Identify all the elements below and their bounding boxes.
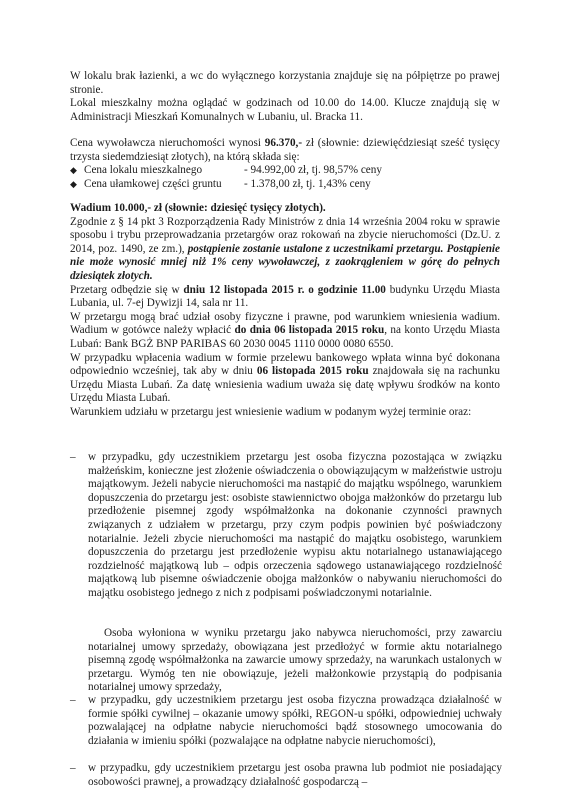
list-dash: – <box>70 694 76 706</box>
condition-married-person: w przypadku, gdy uczestnikiem przetargu jest osoba fizyczna pozostająca w związku małżeńskim, konieczne jest złożenie oświadczenia o obowiązującym w małżeństwie ustroju majątkowym. Jeżeli nabycie nieruchomości ma nastąpić do majątku wspólnego, warunkiem dopuszczenia do przetargu jest: osobiste stawiennictwo obojga małżonków do przetargu lub przedłożenie pisemnej zgody współmałżonka na dokonanie czynności prawnych związanych z udziałem w przetargu, przy czym podpis powinien być poświadczony notarialnie. Jeżeli zbycie nieruchomości ma nastąpić do majątku osobistego, warunkiem dopuszczenia do przetargu jest przedłożenie wypisu aktu notarialnego ustanawiającego rozdzielność majątkową lub – odpis orzeczenia sądowego ustanawiającego rozdzielność majątkową lub pisemne oświadczenie obojga małżonków o nabywaniu nieruchomości do majątku osobistego jednego z nich z podpisami poświadczonymi notarialnie. <box>88 451 502 599</box>
list-dash: – <box>70 451 76 463</box>
price-amount: 96.370,- <box>264 137 303 149</box>
wadium-section <box>70 202 500 420</box>
wadium-paragraph-conditions-intro: Warunkiem udziału w przetargu jest wniesienie wadium w podanym wyżej terminie oraz: <box>70 405 472 418</box>
condition-married-person-note: Osoba wyłoniona w wyniku przetargu jako nabywca nieruchomości, przy zawarciu notarialnej umowy sprzedaży, obowiązana jest przedłożyć w formie aktu notarialnego pisemną zgodę współmałżonka na zawarcie umowy sprzedaży, na warunkach ustalonych w przetargu. Wymóg ten nie obowiązuje, jeżeli małżonkowie przystąpią do podpisania notarialnej umowy sprzedaży, <box>88 627 502 694</box>
price-post: zł (słownie: dziewięćdziesiąt sześć tysięcy trzysta siedemdziesiąt złotych), na którą składa się: <box>70 137 500 163</box>
wadium-paragraph-date: Przetarg odbędzie się w dniu 12 listopada 2015 r. o godzinie 11.00 budynku Urzędu Miasta Lubania, ul. 7-ej Dywizji 14, sala nr 11. <box>70 283 500 310</box>
price-section <box>70 137 500 191</box>
price-item-value: - 1.378,00 zł, tj. 1,43% ceny <box>244 177 371 190</box>
wadium-paragraph-regulation: Zgodnie z § 14 pkt 3 Rozporządzenia Rady Ministrów z dnia 14 września 2004 roku w sprawie sposobu i trybu przeprowadzania przetargów oraz rokowań na zbycie nieruchomości (Dz.U. z 2014, poz. 1490, ze zm.), postąpienie zostanie ustalone z uczestnikami przetargu. Postąpienie nie może wynosić mniej niż 1% ceny wywoławczej, z zaokrągleniem w górę do pełnych dziesiątek złotych. <box>70 215 501 282</box>
wadium-paragraph-transfer: W przypadku wpłacenia wadium w formie przelewu bankowego wpłata winna być dokonana odpowiednio wcześniej, tak aby w dniu 06 listopada 2015 roku znajdowała się na rachunku Urzędu Miasta Lubań. Za datę wniesienia wadium uważa się datę wpływu środków na konto Urzędu Miasta Lubań. <box>70 351 501 405</box>
price-item-value: - 94.992,00 zł, tj. 98,57% ceny <box>244 164 382 177</box>
diamond-bullet-icon: ◆ <box>70 165 77 176</box>
price-item-label: Cena lokalu mieszkalnego <box>84 164 203 177</box>
wadium-heading: Wadium 10.000,- zł (słownie: dziesięć tysięcy złotych). <box>70 202 326 214</box>
intro-paragraph-viewing: Lokal mieszkalny można oglądać w godzinach od 10.00 do 14.00. Klucze znajdują się w Administracji Mieszkań Komunalnych w Lubaniu, ul. Bracka 11. <box>70 97 500 123</box>
wadium-paragraph-payment: W przetargu mogą brać udział osoby fizyczne i prawne, pod warunkiem wniesienia wadium. Wadium w gotówce należy wpłacić do dnia 06 listopada 2015 roku, na konto Urzędu Miasta Lubań: Bank BGŻ BNP PARIBAS 60 2030 0045 1110 0000 0080 6550. <box>70 310 500 350</box>
diamond-bullet-icon: ◆ <box>70 178 77 189</box>
price-item-land <box>70 178 500 192</box>
price-item-label: Cena ułamkowej części gruntu <box>84 177 222 190</box>
list-dash: – <box>70 762 76 774</box>
price-pre: Cena wywoławcza nieruchomości wynosi <box>70 137 265 149</box>
price-item-flat <box>70 164 500 178</box>
increment-rule: Postąpienie nie może wynosić mniej niż 1% ceny wywoławczej, z zaokrągleniem w górę do pełnych dziesiątek złotych. <box>70 242 501 282</box>
intro-paragraph-bathroom: W lokalu brak łazienki, a wc do wyłącznego korzystania znajduje się na półpiętrze po prawej stronie. <box>70 70 500 96</box>
condition-civil-partnership: w przypadku, gdy uczestnikiem przetargu jest osoba fizyczna prowadząca działalność w formie spółki cywilnej – okazanie umowy spółki, REGON-u spółki, odpowiedniej uchwały pozwalającej na odpłatne nabycie nieruchomości bądź stosownego umocowania do działania w imieniu spółki (pozwalające na odpłatne nabycie nieruchomości), <box>88 694 502 747</box>
price-paragraph <box>70 137 500 164</box>
intro-section <box>70 70 500 124</box>
condition-legal-entity: w przypadku, gdy uczestnikiem przetargu jest osoba prawna lub podmiot nie posiadający osobowości prawnej, a prowadzący działalność gospodarczą – <box>88 762 502 788</box>
